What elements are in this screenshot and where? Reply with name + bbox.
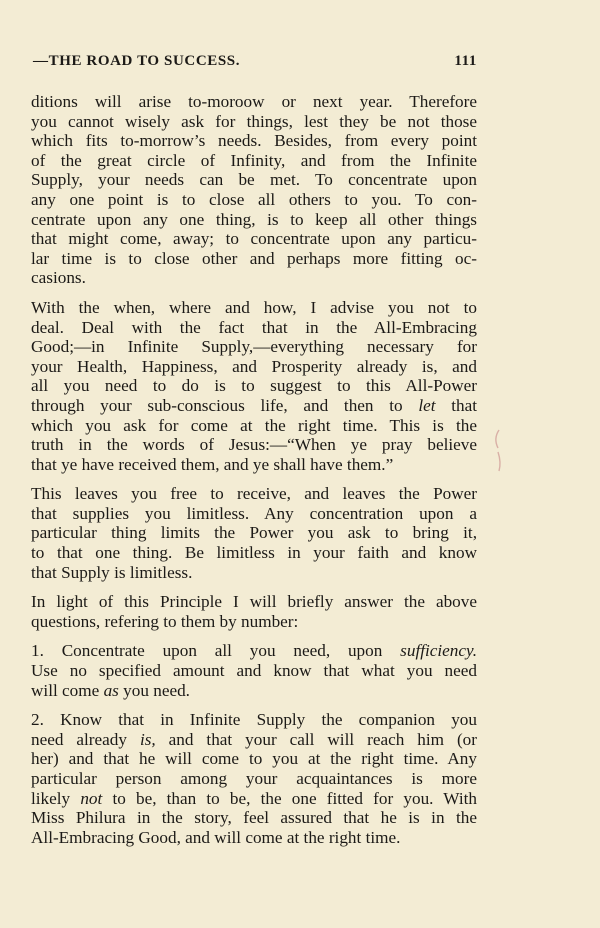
- text-line: her) and that he will come to you at the right time. Any: [31, 749, 477, 769]
- text-line: of the great circle of Infinity, and from the Infinite: [31, 150, 477, 170]
- text-line: that might come, away; to concentrate upon any particu-: [31, 229, 477, 249]
- text-line: which you ask for come at the right time. This is the: [31, 415, 477, 435]
- text-line: [31, 641, 477, 661]
- text-line: questions, refering to them by number:: [31, 611, 299, 631]
- text-segment: that: [435, 395, 477, 415]
- text-line: deal. Deal with the fact that in the All-Embracing: [31, 317, 477, 337]
- text-line: any one point is to close all others to you. To con-: [31, 189, 477, 209]
- text-segment: to be, than to be, the one fitted for you. With: [102, 788, 477, 808]
- text-line: In light of this Principle I will briefly answer the above: [31, 592, 477, 612]
- text-line: which fits to-morrow’s needs. Besides, from every point: [31, 131, 477, 151]
- text-line: With the when, where and how, I advise you not to: [31, 297, 477, 317]
- running-head: [31, 53, 477, 73]
- italic-word: let: [418, 395, 436, 415]
- text-line: 2. Know that in Infinite Supply the companion you: [31, 710, 477, 730]
- text-line: [31, 681, 477, 701]
- text-segment: you need.: [118, 680, 190, 700]
- italic-word: as: [103, 680, 119, 700]
- italic-word: not: [80, 788, 103, 808]
- italic-word: sufficiency.: [400, 641, 477, 661]
- text-segment: and that your call will reach him (or: [155, 729, 477, 749]
- text-line: you cannot wisely ask for things, lest they be not those: [31, 111, 477, 131]
- italic-word: is,: [139, 729, 156, 749]
- text-segment: likely: [31, 788, 81, 808]
- text-line: that Supply is limitless.: [31, 562, 193, 582]
- text-line: casions.: [31, 268, 86, 288]
- paragraph-4: [31, 592, 477, 631]
- text-line: [31, 396, 477, 416]
- text-line: centrate upon any one thing, is to keep all other things: [31, 209, 477, 229]
- numbered-answer-1: [31, 641, 477, 700]
- text-line: Good;—in Infinite Supply,—everything necessary for: [31, 337, 477, 357]
- paragraph-3: [31, 484, 477, 582]
- text-line: lar time is to close other and perhaps more fitting oc-: [31, 248, 477, 268]
- text-line: all you need to do is to suggest to this All-Power: [31, 376, 477, 396]
- text-line: Use no specified amount and know that what you need: [31, 661, 477, 681]
- text-line: your Health, Happiness, and Prosperity already is, and: [31, 356, 477, 376]
- text-line: [31, 730, 477, 750]
- numbered-answer-2: [31, 710, 477, 847]
- text-line: All-Embracing Good, and will come at the right time.: [31, 827, 401, 847]
- text-line: to that one thing. Be limitless in your faith and know: [31, 543, 477, 563]
- text-line: particular thing limits the Power you ask to bring it,: [31, 523, 477, 543]
- body-text: [31, 92, 477, 857]
- text-line: that ye have received them, and ye shall have them.”: [31, 454, 394, 474]
- page-edge-mark: [492, 428, 504, 473]
- text-segment: need already: [31, 729, 140, 749]
- text-line: [31, 789, 477, 809]
- text-segment: 1. Concentrate upon all you need, upon: [31, 641, 401, 661]
- text-segment: through your sub-conscious life, and then to: [31, 395, 419, 415]
- text-line: ditions will arise to-moroow or next year. Therefore: [31, 92, 477, 111]
- text-line: Miss Philura in the story, feel assured that he is in the: [31, 808, 477, 828]
- text-segment: will come: [31, 680, 104, 700]
- text-line: This leaves you free to receive, and leaves the Power: [31, 484, 477, 504]
- paragraph-2: [31, 298, 477, 474]
- text-line: truth in the words of Jesus:—“When ye pray believe: [31, 435, 477, 455]
- page-number: 111: [454, 53, 477, 69]
- text-line: particular person among your acquaintances is more: [31, 769, 477, 788]
- running-head-title: —THE ROAD TO SUCCESS.: [33, 53, 241, 69]
- paragraph-1: [31, 92, 477, 288]
- text-line: that supplies you limitless. Any concentration upon a: [31, 503, 477, 523]
- text-line: Supply, your needs can be met. To concentrate upon: [31, 170, 477, 190]
